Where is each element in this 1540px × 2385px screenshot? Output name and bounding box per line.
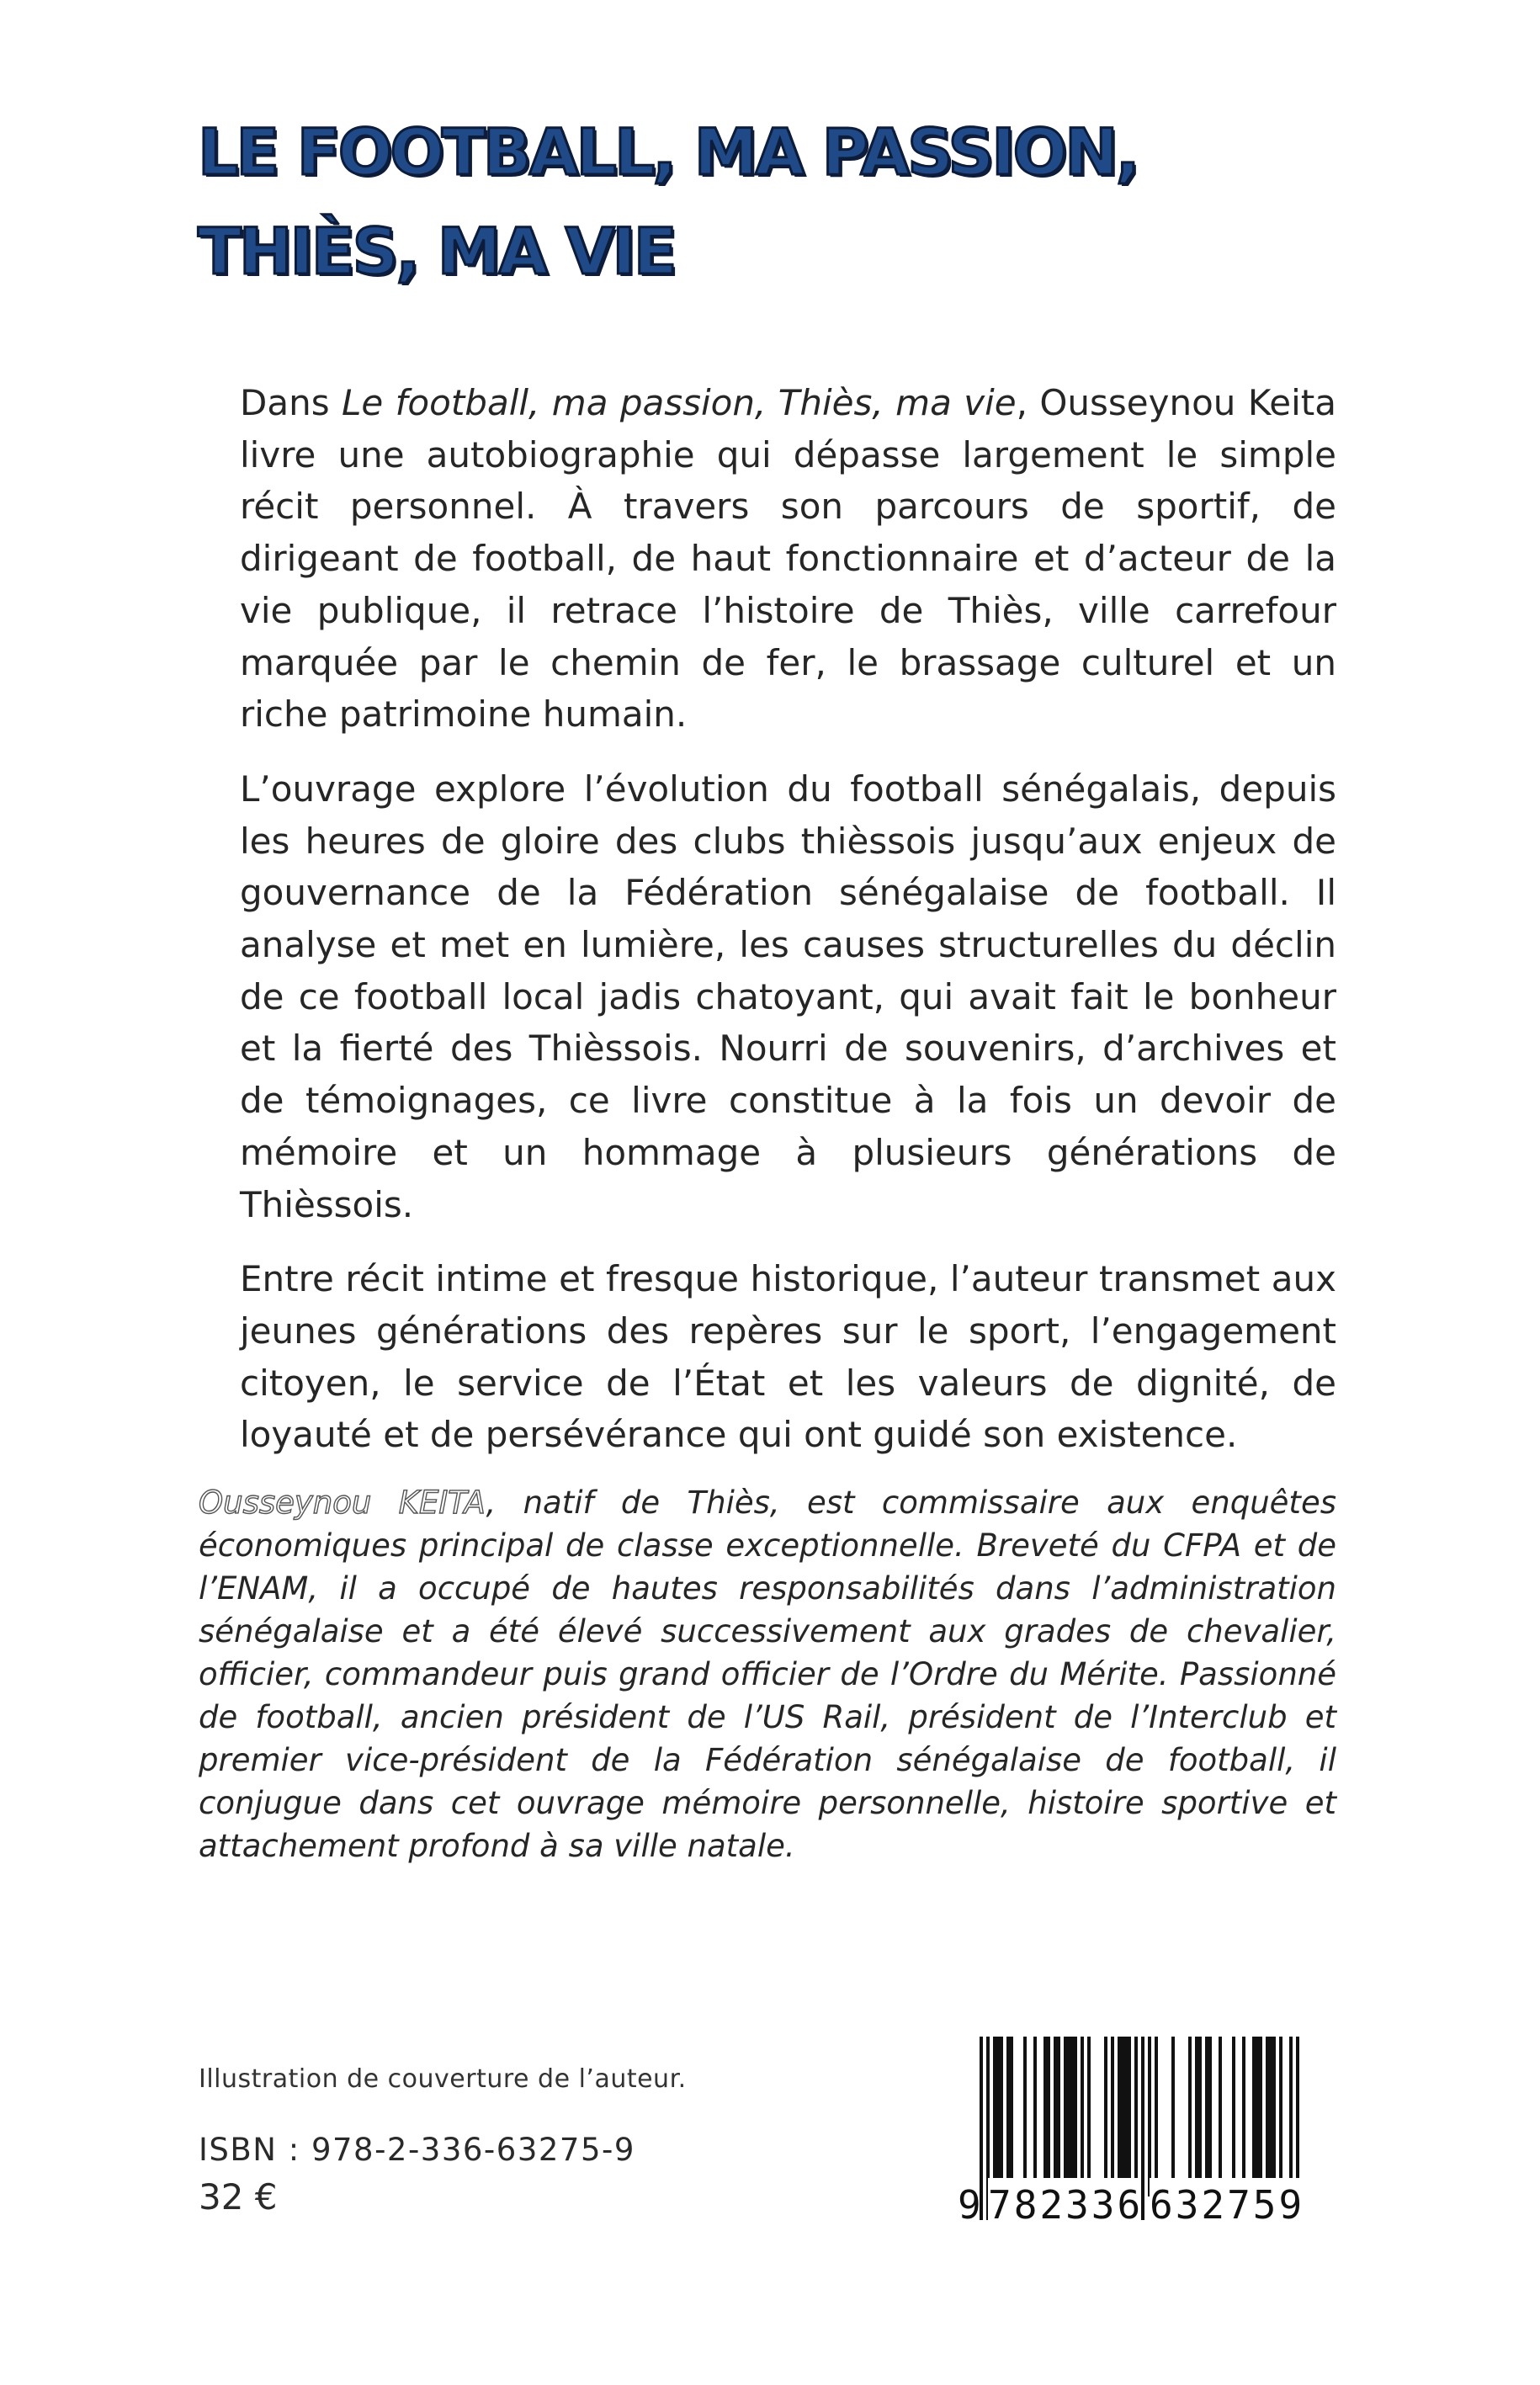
barcode-bar xyxy=(1081,2037,1084,2196)
book-title xyxy=(198,103,1376,301)
barcode-bar xyxy=(1000,2037,1003,2196)
barcode-bar xyxy=(1104,2037,1107,2196)
barcode-bar xyxy=(1054,2037,1057,2196)
barcode-bar xyxy=(1279,2037,1282,2196)
summary-p1-book-title: Le football, ma passion, Thiès, ma vie xyxy=(342,382,1017,423)
barcode-digits xyxy=(958,2178,1320,2232)
barcode-bar xyxy=(1198,2037,1202,2196)
isbn-number: ISBN : 978-2-336-63275-9 xyxy=(199,2132,635,2168)
barcode-bar xyxy=(1067,2037,1070,2196)
summary-paragraph-3: Entre récit intime et fresque historique, l’auteur transmet aux jeunes générations des repères sur le sport, l’engagement citoyen, le service de l’État et les valeurs de dignité, de loyauté et de persévérance qui ont guidé son existence. xyxy=(240,1258,1336,1456)
barcode-bar xyxy=(1121,2037,1124,2196)
barcode-bar xyxy=(1128,2037,1131,2196)
summary-paragraph-1 xyxy=(199,377,1336,741)
barcode-bar xyxy=(993,2037,996,2196)
summary-p1-body: , Ousseynou Keita livre une autobiographie qui dépasse largement le simple récit personnel. À travers son parcours de sportif, de dirigeant de football, de haut fonctionnaire et d’acteur de la vie publique, il retrace l’histoire de Thiès, ville carrefour marquée par le chemin de fer, le brassage culturel et un riche patrimoine humain. xyxy=(240,382,1336,736)
barcode-bar xyxy=(1242,2037,1245,2196)
book-summary xyxy=(199,377,1336,1484)
barcode-bar xyxy=(1195,2037,1198,2196)
author-bio-text: , natif de Thiès, est commissaire aux enquêtes économiques principal de classe exceptionnelle. Breveté du CFPA et de l’ENAM, il a occupé de hautes responsabilités dans l’administration sénégalaise et a été élevé successivement aux grades de chevalier, officier, commandeur puis grand officier de l’Ordre du Mérite. Passionné de football, ancien président de l’US Rail, président de l’Interclub et premier vice-président de la Fédération sénégalaise de football, il conjugue dans cet ouvrage mémoire personnelle, histoire sportive et attachement profond à sa ville natale. xyxy=(199,1485,1336,1864)
barcode-bar xyxy=(1148,2037,1151,2196)
barcode-bar xyxy=(1252,2037,1256,2196)
barcode-bar xyxy=(1188,2037,1192,2196)
book-price: 32 € xyxy=(199,2176,278,2218)
illustration-credit: Illustration de couverture de l’auteur. xyxy=(199,2064,687,2094)
isbn-barcode xyxy=(958,2037,1320,2232)
barcode-bar xyxy=(1118,2037,1121,2196)
barcode-bar xyxy=(1171,2037,1175,2196)
barcode-bar xyxy=(1057,2037,1060,2196)
barcode-bar xyxy=(1111,2037,1114,2196)
summary-paragraph-2: L’ouvrage explore l’évolution du football sénégalais, depuis les heures de gloire des clubs thièssois jusqu’aux enjeux de gouvernance de la Fédération sénégalaise de football. Il analyse et met en lumière, les causes structurelles du déclin de ce football local jadis chatoyant, qui avait fait le bonheur et la fierté des Thièssois. Nourri de souvenirs, d’archives et de témoignages, ce livre constitue à la fois un devoir de mémoire et un hommage à plusieurs générations de Thièssois. xyxy=(240,768,1336,1225)
barcode-bar xyxy=(1219,2037,1222,2196)
book-title-line-2: THIÈS, MA VIE xyxy=(198,214,675,289)
barcode-bar xyxy=(1256,2037,1259,2196)
barcode-bar xyxy=(1272,2037,1276,2196)
barcode-bar xyxy=(1208,2037,1212,2196)
barcode-left-digits: 782336 xyxy=(988,2178,1138,2232)
barcode-bar xyxy=(1232,2037,1235,2196)
barcode-bar xyxy=(1010,2037,1013,2196)
summary-p1-lead: Dans xyxy=(240,382,342,423)
barcode-bar xyxy=(1033,2037,1037,2196)
barcode-bar xyxy=(1047,2037,1050,2196)
barcode-bar xyxy=(1064,2037,1067,2196)
barcode-bar xyxy=(1043,2037,1047,2196)
barcode-first-digit: 9 xyxy=(958,2182,981,2228)
barcode-bar xyxy=(1269,2037,1272,2196)
barcode-bar xyxy=(1124,2037,1128,2196)
barcode-bar xyxy=(996,2037,1000,2196)
barcode-bar xyxy=(1259,2037,1262,2196)
book-title-line-1: LE FOOTBALL, MA PASSION, xyxy=(198,114,1138,189)
barcode-bar xyxy=(1266,2037,1269,2196)
author-bio xyxy=(199,1481,1336,1867)
barcode-bar xyxy=(1205,2037,1208,2196)
barcode-bar xyxy=(1155,2037,1158,2196)
barcode-bar xyxy=(1074,2037,1077,2196)
barcode-bar xyxy=(1023,2037,1027,2196)
barcode-bar xyxy=(1070,2037,1074,2196)
author-name: Ousseynou KEITA xyxy=(199,1485,486,1521)
barcode-bar xyxy=(1006,2037,1010,2196)
barcode-right-digits: 632759 xyxy=(1150,2178,1299,2232)
barcode-bar xyxy=(1087,2037,1091,2196)
